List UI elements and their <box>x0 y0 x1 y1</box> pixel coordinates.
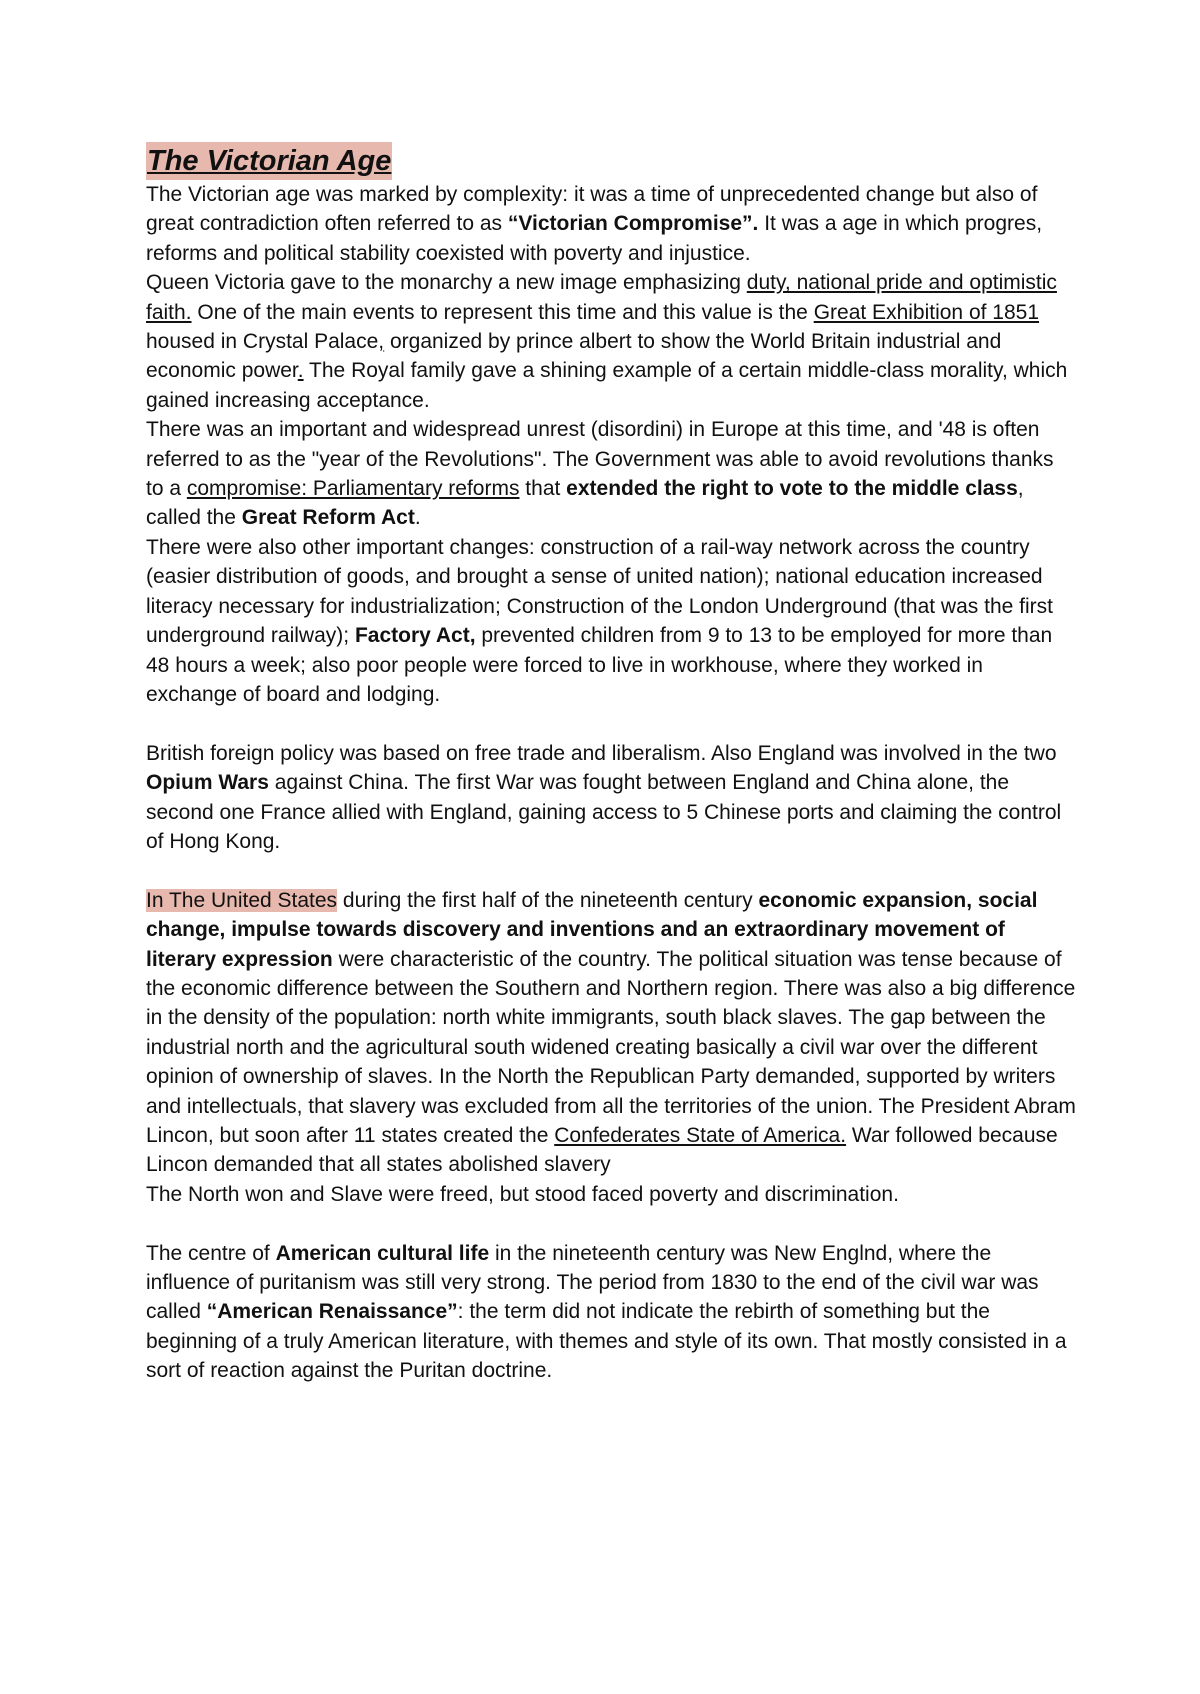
document-page <box>146 142 1076 1386</box>
bold-reform-act: Great Reform Act <box>241 506 415 530</box>
paragraph-gap <box>146 1209 1076 1238</box>
underline-great-exhibition: Great Exhibition of 1851 <box>813 300 1040 324</box>
paragraph-foreign-policy <box>146 739 1076 857</box>
text-run: organized by prince albert to show the World Britain industrial and economic power <box>146 330 1002 383</box>
text-run: prevented children from 9 to 13 to be employed for more than 48 hours a week; also poor people were forced to live in workhouse, where they worked in exchange of board and lodging. <box>146 624 1053 706</box>
text-run: during the first half of the nineteenth century <box>337 888 759 912</box>
bold-cultural-life: American cultural life <box>275 1241 490 1265</box>
text-run: There was an important and widespread unrest (disordini) in Europe at this time, and '48 is often referred to as the "year of the Revolutions". The Government was able to avoid revolutions thanks to a <box>146 418 1054 501</box>
paragraph-unrest <box>146 415 1076 533</box>
text-run: The Victorian age was marked by complexity: it was a time of unprecedented change but also of great contradiction often referred to as <box>146 183 1038 236</box>
text-run: One of the main events to represent this time and this value is the <box>191 300 814 324</box>
highlight-united-states: In The United States <box>146 888 338 912</box>
text-run: Queen Victoria gave to the monarchy a new image emphasizing <box>146 271 747 295</box>
bold-right-to-vote: extended the right to vote to the middle class <box>566 477 1018 501</box>
underline-compromise: compromise: Parliamentary reforms <box>186 477 520 501</box>
paragraph-north-won <box>146 1180 1076 1209</box>
paragraph-gap <box>146 856 1076 885</box>
text-run: The North won and Slave were freed, but stood faced poverty and discrimination. <box>146 1182 899 1206</box>
bold-opium-wars: Opium Wars <box>146 771 269 795</box>
paragraph-queen-victoria <box>146 268 1076 415</box>
text-run: in the nineteenth century was New Englnd, where the influence of puritanism was still very strong. The period from 1830 to the end of the civil war was called <box>146 1241 1039 1324</box>
text-run: were characteristic of the country. The political situation was tense because of the economic difference between the Southern and Northern region. There was also a big difference in the density of the population: north white immigrants, south black slaves. The gap between the industrial north and the agricultural south widened creating basically a civil war over the different opinion of ownership of slaves. In the North the Republican Party demanded, supported by writers and intellectuals, that slavery was excluded from all the territories of the union. The President Abram Lincon, but soon after 11 states created the <box>146 947 1076 1147</box>
text-run: housed in Crystal Palace <box>146 330 379 354</box>
text-run: There were also other important changes: construction of a rail-way network across the country (easier distribution of goods, and brought a sense of united nation); national education increased literacy necessary for industrialization; Construction of the London Underground (that was the first underground railway); <box>146 535 1053 648</box>
bold-american-renaissance: “American Renaissance” <box>206 1300 458 1324</box>
text-run: The Royal family gave a shining example of a certain middle-class morality, which gained increasing acceptance. <box>146 359 1068 412</box>
paragraph-gap <box>146 709 1076 738</box>
text-run: The centre of <box>146 1241 276 1265</box>
text-run: that <box>519 477 567 501</box>
paragraph-american-culture <box>146 1239 1076 1386</box>
paragraph-united-states <box>146 886 1076 1180</box>
bold-victorian-compromise: “Victorian Compromise”. <box>507 212 759 236</box>
title-wrap <box>146 142 1076 180</box>
text-run: . <box>414 506 421 530</box>
bold-factory-act: Factory Act, <box>354 624 476 648</box>
text-run: : the term did not indicate the rebirth of something but the beginning of a truly American literature, with themes and style of its own. That mostly consisted in a sort of reaction against the Puritan doctrine. <box>146 1300 1067 1383</box>
text-run: War followed because Lincon demanded that all states abolished slavery <box>146 1123 1058 1177</box>
text-run: It was a age in which progres, reforms and political stability coexisted with poverty and injustice. <box>146 212 1043 265</box>
underline-values: duty, national pride and optimistic faith. <box>146 271 1057 324</box>
text-run: against China. The first War was fought between England and China alone, the second one France allied with England, gaining access to 5 Chinese ports and claiming the control of Hong Kong. <box>146 771 1062 853</box>
document-title: The Victorian Age <box>146 142 392 180</box>
paragraph-changes <box>146 533 1076 709</box>
underline-period: . <box>297 359 304 383</box>
paragraph-victorian-compromise <box>146 180 1076 268</box>
text-run: , called the <box>146 477 1024 530</box>
underline-confederates: Confederates State of America. <box>554 1123 847 1147</box>
text-run: British foreign policy was based on free trade and liberalism. Also England was involved in the two <box>146 741 1057 765</box>
bold-characteristics: economic expansion, social change, impulse towards discovery and inventions and an extraordinary movement of literary expression <box>146 888 1038 971</box>
underline-comma: , <box>378 330 385 354</box>
